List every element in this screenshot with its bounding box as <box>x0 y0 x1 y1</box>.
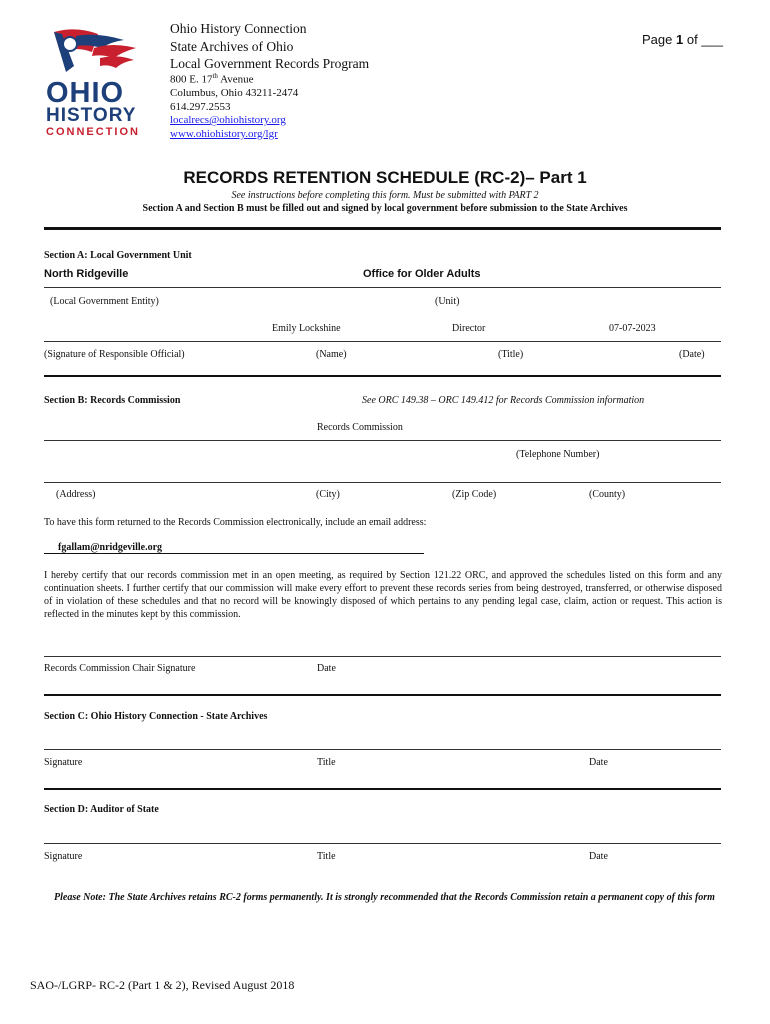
chair-signature-label: Records Commission Chair Signature <box>44 663 196 674</box>
chair-signature-line <box>44 656 721 657</box>
section-c-title-label: Title <box>317 757 336 768</box>
org-contact-block <box>170 70 298 141</box>
section-d-signature-label: Signature <box>44 851 83 862</box>
unit-label: (Unit) <box>435 296 460 307</box>
page-title: RECORDS RETENTION SCHEDULE (RC-2)– Part 1 <box>183 168 587 187</box>
city-label: (City) <box>316 489 340 500</box>
email-underline <box>44 553 424 554</box>
org-line-3: Local Government Records Program <box>170 56 370 71</box>
section-d-heading: Section D: Auditor of State <box>44 804 159 815</box>
address-label: (Address) <box>56 489 96 500</box>
entity-label: (Local Government Entity) <box>50 296 159 307</box>
section-b-heading: Section B: Records Commission <box>44 395 181 406</box>
section-b-divider <box>44 694 721 696</box>
date-label: (Date) <box>679 349 705 360</box>
city-state-zip: Columbus, Ohio 43211-2474 <box>170 87 299 100</box>
email-value[interactable]: fgallam@nridgeville.org <box>58 542 163 553</box>
website-link[interactable]: www.ohiohistory.org/lgr <box>170 127 278 140</box>
entity-value[interactable]: North Ridgeville <box>44 268 129 280</box>
section-c-date-label: Date <box>589 757 608 768</box>
title-divider <box>44 227 721 230</box>
email-prompt: To have this form returned to the Records Commission electronically, include an email address: <box>44 517 427 528</box>
date-value[interactable]: 07-07-2023 <box>609 323 656 334</box>
section-a-divider <box>44 375 721 377</box>
org-line-2: State Archives of Ohio <box>170 38 294 54</box>
section-c-heading: Section C: Ohio History Connection - State Archives <box>44 711 268 722</box>
orc-note: See ORC 149.38 – ORC 149.412 for Records Commission information <box>362 395 645 406</box>
section-d-date-label: Date <box>589 851 608 862</box>
chair-date-label: Date <box>317 663 336 674</box>
section-c-signature-line <box>44 749 721 750</box>
section-c-signature-label: Signature <box>44 757 83 768</box>
unit-value[interactable]: Office for Older Adults <box>363 268 481 280</box>
section-d-signature-line <box>44 843 721 844</box>
requirement-note: Section A and Section B must be filled out and signed by local government before submission to the State Archives <box>142 203 628 214</box>
logo-text-ohio: OHIO <box>46 77 125 109</box>
section-a-heading: Section A: Local Government Unit <box>44 250 192 261</box>
logo-text-connection: CONNECTION <box>46 126 140 138</box>
form-footer: SAO-/LGRP- RC-2 (Part 1 & 2), Revised August 2018 <box>30 978 295 992</box>
phone-number: 614.297.2553 <box>170 100 231 113</box>
page-number: Page 1 of ___ <box>642 32 724 47</box>
instructions-note: See instructions before completing this form. Must be submitted with PART 2 <box>231 190 539 201</box>
title-value[interactable]: Director <box>452 323 486 334</box>
signature-line <box>44 341 721 342</box>
flag-logo-icon <box>40 22 158 82</box>
zip-label: (Zip Code) <box>452 489 497 500</box>
commission-line <box>44 440 721 441</box>
retention-note: Please Note: The State Archives retains RC-2 forms permanently. It is strongly recommended that the Records Commission retain a permanent copy of this form <box>54 892 715 903</box>
org-line-1: Ohio History Connection <box>170 21 307 36</box>
ohio-history-connection-logo <box>40 22 158 142</box>
section-c-divider <box>44 788 721 790</box>
certification-text: I hereby certify that our records commission met in an open meeting, as required by Section 121.22 ORC, and approved the schedules listed on this form and any continuation sheets. I further certify that our commission will make every effort to prevent these records series from being destroyed, transferred, or otherwise disposed of in violation of these schedules and that no record will be knowingly disposed of which pertains to any pending legal case, claim, action or request. This action is reflected in the minutes kept by this commission. <box>44 570 722 620</box>
logo-text-history: HISTORY <box>46 105 137 126</box>
email-link[interactable]: localrecs@ohiohistory.org <box>170 114 286 127</box>
entity-line <box>44 287 721 288</box>
street-address: 800 E. 17th Avenue <box>170 72 254 86</box>
address-line <box>44 482 721 483</box>
signature-label: (Signature of Responsible Official) <box>44 349 185 360</box>
name-value[interactable]: Emily Lockshine <box>272 323 341 334</box>
section-d-title-label: Title <box>317 851 336 862</box>
org-name-block <box>170 20 369 73</box>
telephone-label: (Telephone Number) <box>516 449 600 460</box>
commission-name[interactable]: Records Commission <box>317 422 403 433</box>
name-label: (Name) <box>316 349 347 360</box>
title-label: (Title) <box>498 349 524 360</box>
county-label: (County) <box>589 489 626 500</box>
